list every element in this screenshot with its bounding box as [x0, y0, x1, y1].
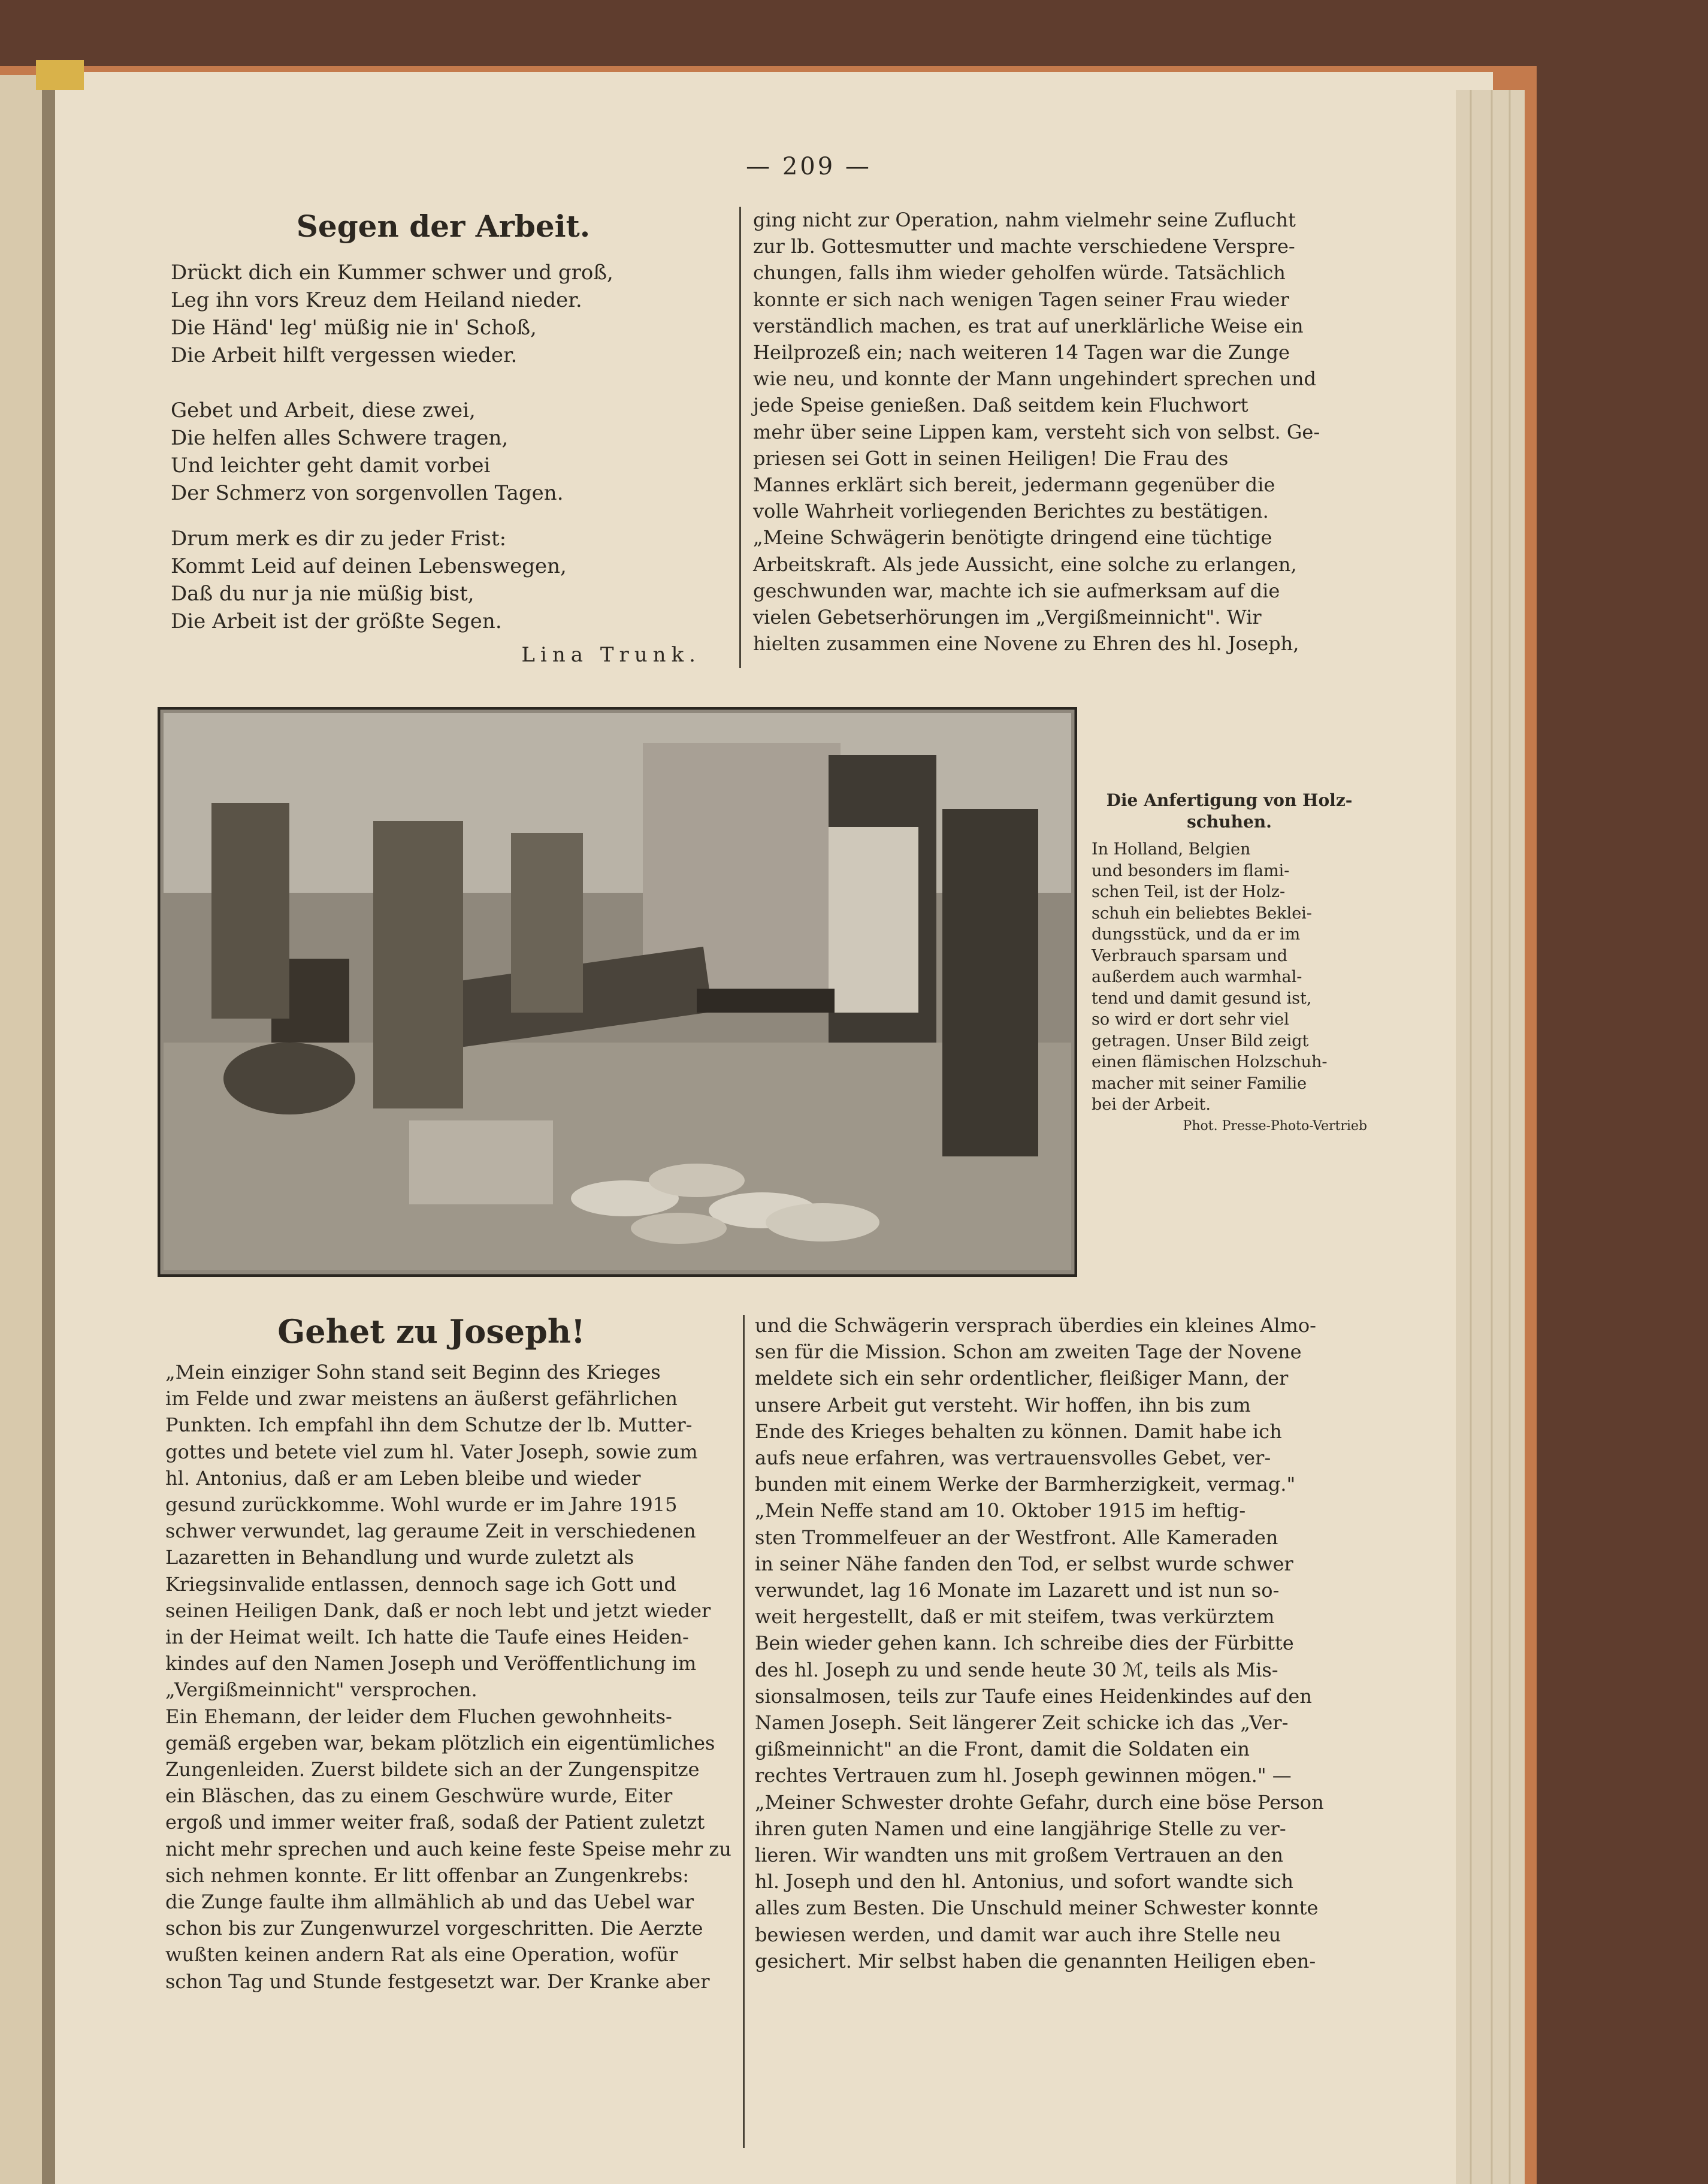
page-number: — 209 — [746, 153, 872, 180]
ribbon-bookmark [36, 60, 84, 90]
poem-author: Lina Trunk. [521, 643, 701, 667]
figure [211, 803, 289, 1019]
wooden-shoe [766, 1203, 879, 1241]
photo-credit: Phot. Presse-Photo-Vertrieb [1183, 1119, 1367, 1134]
figure [942, 809, 1038, 1156]
stone-block [409, 1120, 553, 1204]
photo-caption-title: Die Anfertigung von Holz- schuhen. [1106, 790, 1353, 832]
wooden-shoe [649, 1164, 745, 1197]
article-title: Gehet zu Joseph! [277, 1312, 585, 1351]
page-stack-edges [1456, 90, 1525, 2184]
column-rule [743, 1315, 745, 2148]
photo-caption-body: In Holland, Belgien und besonders im flami- schen Teil, ist der Holz- schuh ein beliebtes Beklei- dungsstück, und da er im Verbrauch sparsam und außerdem auch warmhal- tend und damit gesund ist, so wird er dort sehr viel getragen. Unser Bild zeigt einen flämischen Holzschuh- macher mit seiner Familie bei der Arbeit. [1092, 840, 1328, 1114]
gutter-shadow [42, 75, 57, 2184]
left-page-strip [0, 75, 45, 2184]
woodcut-photo [158, 707, 1077, 1277]
figure [373, 821, 463, 1108]
article-continuation-top: ging nicht zur Operation, nahm vielmehr seine Zuflucht zur lb. Gottesmutter und machte verschiedene Verspre- chungen, falls ihm wieder geholfen würde. Tatsächlich konnte er sich nach wenigen Tagen seiner Frau wieder verständlich machen, es trat auf unerklärliche Weise ein Heilprozeß ein; nach weiteren 14 Tagen war die Zunge wie neu, und konnte der Mann ungehindert sprechen und jede Speise genießen. Daß seitdem kein Fluchwort mehr über seine Lippen kam, versteht sich von selbst. Ge- priesen sei Gott in seinen Heiligen! Die Frau des Mannes erklärt sich bereit, jedermann gegenüber die volle Wahrheit vorliegenden Berichtes zu bestätigen. „Meine Schwägerin benötigte dringend eine tüchtige Arbeitskraft. Als jede Aussicht, eine solche zu erlangen, geschwunden war, machte ich sie aufmerksam auf die vielen Gebetserhörungen im „Vergißmeinnicht". Wir hielten zusammen eine Novene zu Ehren des hl. Joseph, [753, 209, 1320, 655]
wooden-shoe [631, 1213, 727, 1244]
figure [829, 827, 918, 1013]
column-rule [739, 207, 741, 668]
poem-title: Segen der Arbeit. [296, 209, 591, 244]
figure [511, 833, 583, 1013]
poem-stanza: Drückt dich ein Kummer schwer und groß, Leg ihn vors Kreuz dem Heiland nieder. Die Händ' leg' müßig nie in' Schoß, Die Arbeit hilft vergessen wieder. [171, 261, 613, 367]
poem-stanza: Drum merk es dir zu jeder Frist: Kommt Leid auf deinen Lebenswegen, Daß du nur ja nie müßig bist, Die Arbeit ist der größte Segen. [171, 527, 567, 633]
work-table [697, 989, 835, 1013]
article-left-column: „Mein einziger Sohn stand seit Beginn des Krieges im Felde und zwar meistens an äußerst gefährlichen Punkten. Ich empfahl ihn dem Schutze der lb. Mutter- gottes und betete viel zum hl. Vater Joseph, sowie zum hl. Antonius, daß er am Leben bleibe und wieder gesund zurückkomme. Wohl wurde er im Jahre 1915 schwer verwundet, lag geraume Zeit in verschiedenen Lazaretten in Behandlung und wurde zuletzt als Kriegsinvalide entlassen, dennoch sage ich Gott und seinen Heiligen Dank, daß er noch lebt und jetzt wieder in der Heimat weilt. Ich hatte die Taufe eines Heiden- kindes auf den Namen Joseph und Veröffentlichung im „Vergißmeinnicht" versprochen. Ein Ehemann, der leider dem Fluchen gewohnheits- gemäß ergeben war, bekam plötzlich ein eigentümliches Zungenleiden. Zuerst bildete sich an der Zungenspitze ein Bläschen, das zu einem Geschwüre wurde, Eiter ergoß und immer weiter fraß, sodaß der Patient zuletzt nicht mehr sprechen und auch keine feste Speise mehr zu sich nehmen konnte. Er litt offenbar an Zungenkrebs: die Zunge faulte ihm allmählich ab und das Uebel war schon bis zur Zungenwurzel vorgeschritten. Die Aerzte wußten keinen andern Rat als eine Operation, wofür schon Tag und Stunde festgesetzt war. Der Kranke aber [165, 1361, 731, 1993]
article-right-column: und die Schwägerin versprach überdies ein kleines Almo- sen für die Mission. Schon am zweiten Tage der Novene meldete sich ein sehr ordentlicher, fleißiger Mann, der unsere Arbeit gut versteht. Wir hoffen, ihn bis zum Ende des Krieges behalten zu können. Damit habe ich aufs neue erfahren, was vertrauensvolles Gebet, ver- bunden mit einem Werke der Barmherzigkeit, vermag." „Mein Neffe stand am 10. Oktober 1915 im heftig- sten Trommelfeuer an der Westfront. Alle Kameraden in seiner Nähe fanden den Tod, er selbst wurde schwer verwundet, lag 16 Monate im Lazarett und ist nun so- weit hergestellt, daß er mit steifem, twas verkürztem Bein wieder gehen kann. Ich schreibe dies der Fürbitte des hl. Joseph zu und sende heute 30 ℳ, teils als Mis- sionsalmosen, teils zur Taufe eines Heidenkindes auf den Namen Joseph. Seit längerer Zeit schicke ich das „Ver- gißmeinnicht" an die Front, damit die Soldaten ein rechtes Vertrauen zum hl. Joseph gewinnen mögen." — „Meiner Schwester drohte Gefahr, durch eine böse Person ihren guten Namen und eine langjährige Stelle zu ver- lieren. Wir wandten uns mit großem Vertrauen an den hl. Joseph und den hl. Antonius, und sofort wandte sich alles zum Besten. Die Unschuld meiner Schwester konnte bewiesen werden, und damit war auch ihre Stelle neu gesichert. Mir selbst haben die genannten Heiligen eben- [755, 1314, 1324, 1972]
stump [223, 1043, 355, 1114]
poem-stanza: Gebet und Arbeit, diese zwei, Die helfen alles Schwere tragen, Und leichter geht damit vorbei Der Schmerz von sorgenvollen Tagen. [171, 398, 564, 505]
